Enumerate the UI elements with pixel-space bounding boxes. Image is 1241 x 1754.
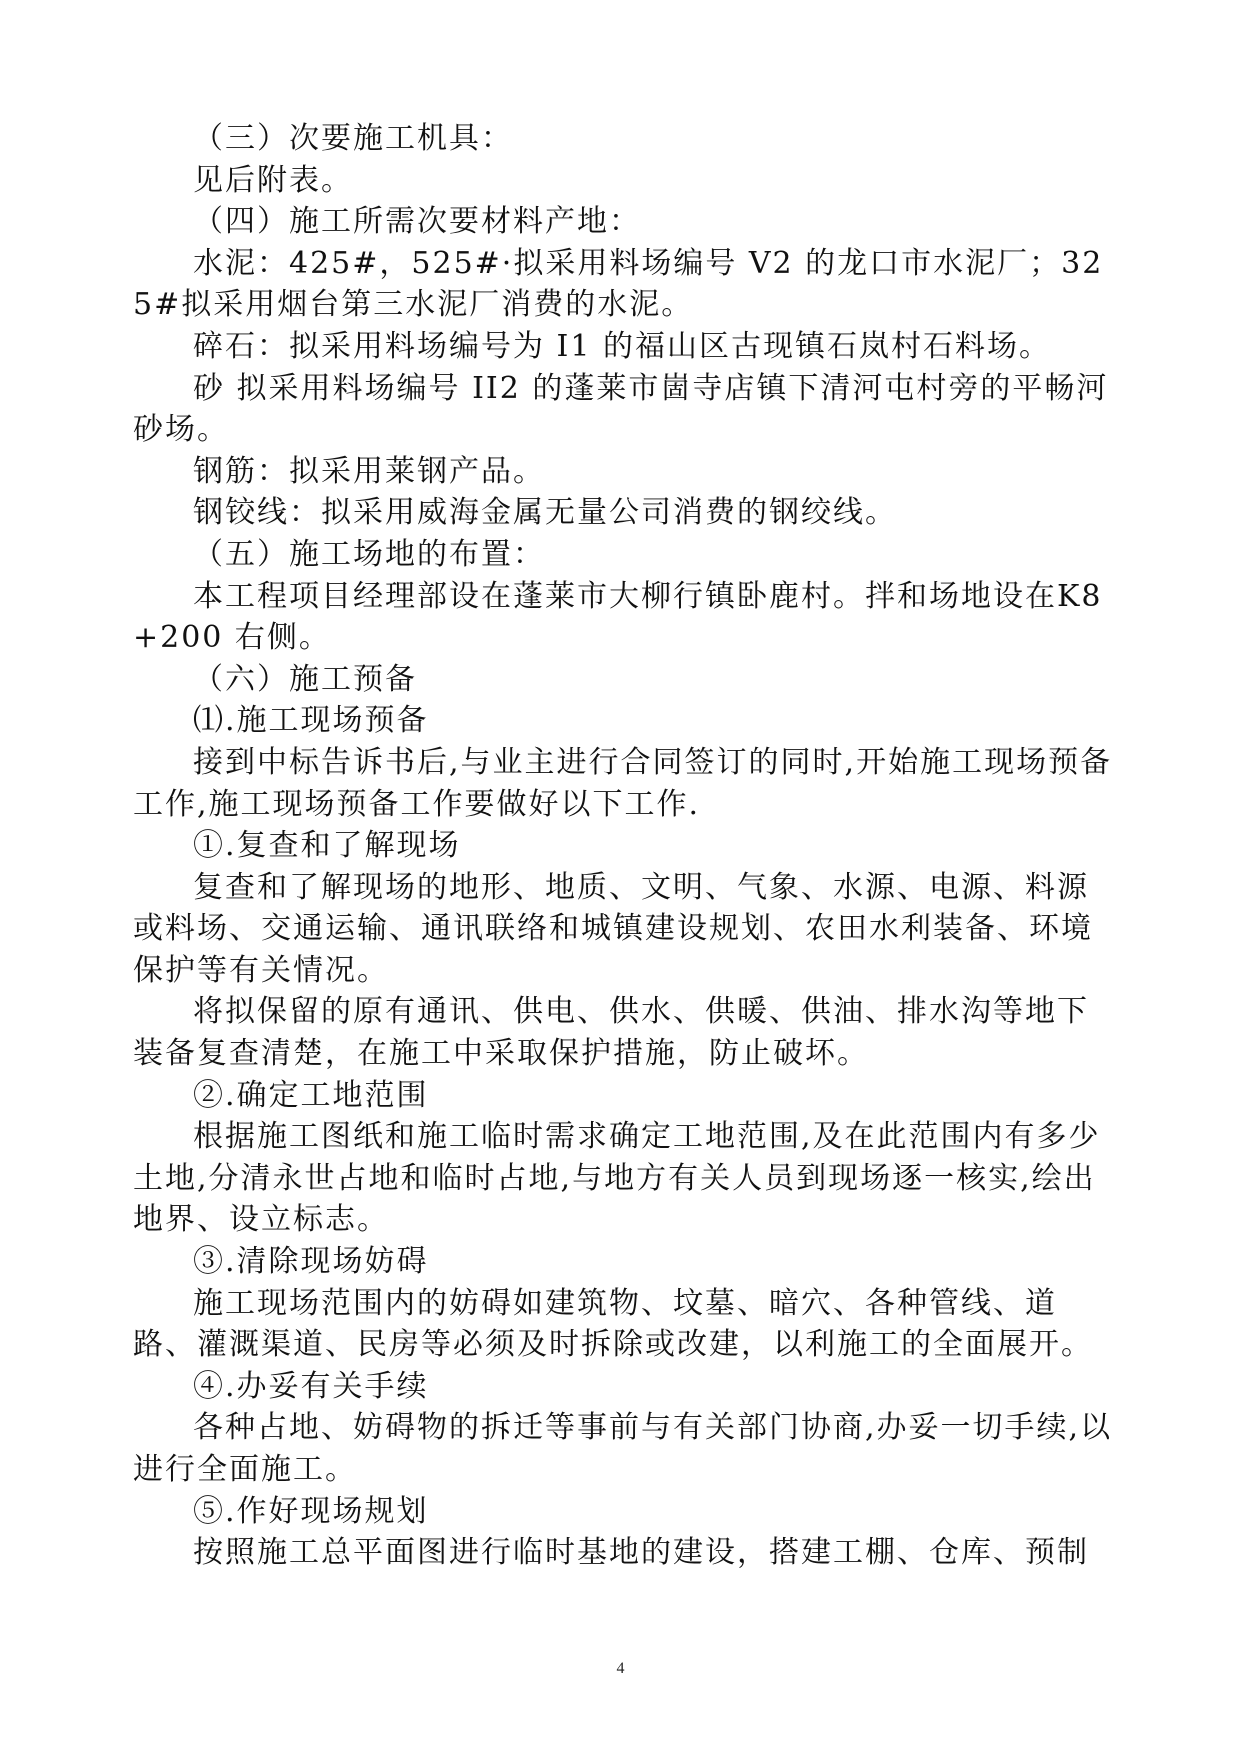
paragraph-review-site-details: 复查和了解现场的地形、地质、文明、气象、水源、电源、料源或料场、交通运输、通讯联络和城镇建设规划、农田水利装备、环境保护等有关情况。: [133, 869, 1093, 988]
section-heading-secondary-machinery: （三）次要施工机具：: [193, 121, 513, 156]
document-body: [133, 118, 1118, 1574]
item-heading-site-boundary: ②.确定工地范围: [193, 1077, 429, 1113]
paragraph-bid-notice: 接到中标告诉书后,与业主进行合同签订的同时,开始施工现场预备工作,施工现场预备工作要做好以下工作.: [133, 744, 1113, 822]
paragraph-sand: 砂 拟采用料场编号 II2 的蓬莱市崮寺店镇下清河屯村旁的平畅河砂场。: [133, 370, 1109, 448]
paragraph-clear-obstacles-details: 施工现场范围内的妨碍如建筑物、坟墓、暗穴、各种管线、道路、灌溉渠道、民房等必须及时拆除或改建，以利施工的全面展开。: [133, 1285, 1093, 1363]
subheading-site-preparation: ⑴.施工现场预备: [193, 703, 429, 739]
item-heading-site-planning: ⑤.作好现场规划: [193, 1493, 429, 1529]
paragraph-steel-strand: 钢铰线：拟采用威海金属无量公司消费的钢绞线。: [193, 495, 897, 531]
paragraph-gravel: 碎石：拟采用料场编号为 I1 的福山区古现镇石岚村石料场。: [193, 328, 1052, 364]
paragraph-site-planning-details: 按照施工总平面图进行临时基地的建设，搭建工棚、仓库、预制: [193, 1535, 1089, 1571]
page-number: 4: [616, 1660, 625, 1677]
section-heading-site-layout: （五）施工场地的布置：: [193, 536, 545, 572]
item-heading-clear-obstacles: ③.清除现场妨碍: [193, 1244, 429, 1280]
paragraph-cement: 水泥：425#，525#·拟采用料场编号 V2 的龙口市水泥厂；325#拟采用烟台第三水泥厂消费的水泥。: [133, 245, 1104, 323]
section-heading-construction-preparation: （六）施工预备: [193, 661, 417, 697]
paragraph-site-boundary-details: 根据施工图纸和施工临时需求确定工地范围,及在此范围内有多少土地,分清永世占地和临时占地,与地方有关人员到现场逐一核实,绘出地界、设立标志。: [133, 1119, 1101, 1238]
item-heading-review-site: ①.复查和了解现场: [193, 828, 461, 864]
paragraph-underground-facilities: 将拟保留的原有通讯、供电、供水、供暖、供油、排水沟等地下装备复查清楚，在施工中采取保护措施，防止破坏。: [133, 994, 1089, 1072]
item-heading-procedures: ④.办妥有关手续: [193, 1368, 429, 1404]
paragraph-rebar: 钢筋：拟采用莱钢产品。: [193, 453, 545, 489]
paragraph-project-office: 本工程项目经理部设在蓬莱市大柳行镇卧鹿村。拌和场地设在K8+200 右侧。: [133, 578, 1103, 656]
paragraph-see-appendix: 见后附表。: [193, 162, 353, 198]
paragraph-procedures-details: 各种占地、妨碍物的拆迁等事前与有关部门协商,办妥一切手续,以进行全面施工。: [133, 1410, 1113, 1487]
section-heading-material-sources: （四）施工所需次要材料产地：: [193, 204, 641, 240]
